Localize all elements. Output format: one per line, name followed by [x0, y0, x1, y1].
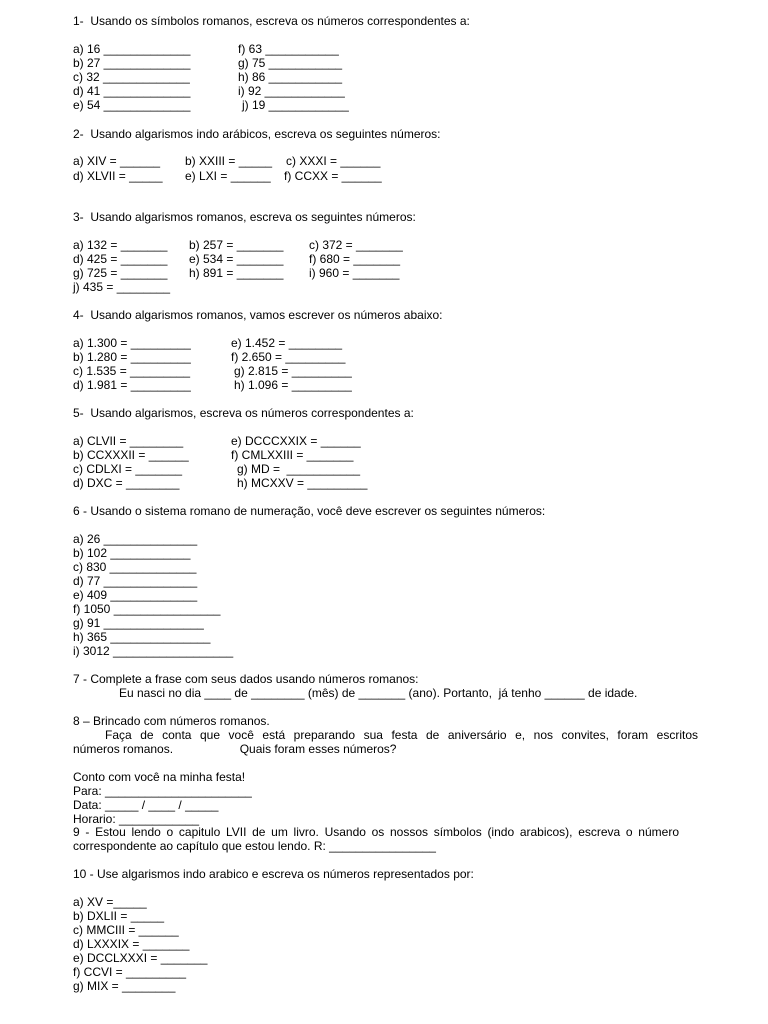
q2-item-c: c) XXXI = ______: [286, 154, 381, 168]
q2-item-b: b) XXIII = _____: [185, 154, 273, 168]
q1-item-f: f) 63 ___________: [238, 42, 339, 56]
q3-item-a: a) 132 = _______: [73, 238, 168, 252]
q2-title: 2- Usando algarismos indo arábicos, escreva os seguintes números:: [73, 127, 441, 141]
q7-sentence: Eu nasci no dia ____ de ________ (mês) de _______ (ano). Portanto, já tenho ______ de idade.: [119, 686, 638, 700]
q8-invite-line1: Conto com você na minha festa!: [73, 770, 246, 784]
q4-item-d: d) 1.981 = _________: [73, 378, 191, 392]
q6-item-d: d) 77 ______________: [73, 574, 198, 588]
q8-title: 8 – Brincado com números romanos.: [73, 714, 270, 728]
q3-item-h: h) 891 = _______: [189, 266, 284, 280]
q5-item-g: g) MD = ___________: [237, 462, 361, 476]
q5-item-a: a) CLVII = ________: [73, 434, 184, 448]
q3-item-c: c) 372 = _______: [309, 238, 403, 252]
q5-item-e: e) DCCCXXIX = ______: [231, 434, 361, 448]
q10-item-g: g) MIX = ________: [73, 979, 176, 993]
q10-item-c: c) MMCIII = ______: [73, 923, 179, 937]
q7-title: 7 - Complete a frase com seus dados usando números romanos:: [73, 672, 419, 686]
q8-invite-line3: Data: _____ / ____ / _____: [73, 798, 219, 812]
q6-item-c: c) 830 _____________: [73, 560, 197, 574]
q5-item-b: b) CCXXXII = ______: [73, 448, 189, 462]
q3-item-j: j) 435 = ________: [73, 280, 171, 294]
q6-item-h: h) 365 _______________: [73, 630, 211, 644]
q5-item-c: c) CDLXI = _______: [73, 462, 183, 476]
q4-item-e: e) 1.452 = ________: [231, 336, 343, 350]
q3-title: 3- Usando algarismos romanos, escreva os seguintes números:: [73, 210, 416, 224]
q1-item-e: e) 54 _____________: [73, 98, 191, 112]
q4-item-f: f) 2.650 = _________: [231, 350, 346, 364]
q8-invite-line4: Horario: ____________: [73, 812, 200, 826]
q2-item-d: d) XLVII = _____: [73, 169, 163, 183]
q8-invite-line2: Para: ______________________: [73, 784, 252, 798]
q4-item-g: g) 2.815 = _________: [234, 364, 352, 378]
q6-item-a: a) 26 ______________: [73, 532, 198, 546]
q3-item-e: e) 534 = _______: [189, 252, 284, 266]
q6-item-f: f) 1050 ________________: [73, 602, 221, 616]
q1-item-c: c) 32 _____________: [73, 70, 190, 84]
q2-item-e: e) LXI = ______: [185, 169, 271, 183]
q3-item-b: b) 257 = _______: [189, 238, 284, 252]
q2-item-f: f) CCXX = ______: [284, 169, 382, 183]
q6-item-b: b) 102 ____________: [73, 546, 191, 560]
q6-item-i: i) 3012 __________________: [73, 644, 234, 658]
q6-item-g: g) 91 _______________: [73, 616, 204, 630]
q4-item-h: h) 1.096 = _________: [234, 378, 352, 392]
q8-paragraph-line1: Faça de conta que você está preparando sua festa de aniversário e, nos convites, foram escritos: [105, 728, 698, 742]
q10-item-f: f) CCVI = _________: [73, 965, 187, 979]
q4-title: 4- Usando algarismos romanos, vamos escrever os números abaixo:: [73, 308, 443, 322]
q4-item-a: a) 1.300 = _________: [73, 336, 191, 350]
q1-title: 1- Usando os símbolos romanos, escreva os números correspondentes a:: [73, 14, 470, 28]
q5-item-d: d) DXC = ________: [73, 476, 180, 490]
q10-title: 10 - Use algarismos indo arabico e escreva os números representados por:: [73, 867, 474, 881]
q3-item-i: i) 960 = _______: [309, 266, 400, 280]
q10-item-a: a) XV =_____: [73, 895, 147, 909]
q4-item-c: c) 1.535 = _________: [73, 364, 191, 378]
q3-item-g: g) 725 = _______: [73, 266, 168, 280]
q1-item-d: d) 41 _____________: [73, 84, 191, 98]
q5-item-h: h) MCXXV = _________: [237, 476, 368, 490]
q4-item-b: b) 1.280 = _________: [73, 350, 191, 364]
q5-title: 5- Usando algarismos, escreva os números correspondentes a:: [73, 406, 414, 420]
q10-item-e: e) DCCLXXXI = _______: [73, 951, 208, 965]
q1-item-b: b) 27 _____________: [73, 56, 191, 70]
q1-item-h: h) 86 ___________: [238, 70, 343, 84]
q1-item-g: g) 75 ___________: [238, 56, 343, 70]
q1-item-j: j) 19 ____________: [242, 98, 349, 112]
q2-item-a: a) XIV = ______: [73, 154, 161, 168]
q1-item-i: i) 92 ____________: [238, 84, 345, 98]
q8-paragraph-line2: números romanos. Quais foram esses números?: [73, 742, 397, 756]
q3-item-f: f) 680 = _______: [309, 252, 401, 266]
q9-line2: correspondente ao capítulo que estou lendo. R: ________________: [73, 839, 436, 853]
q9-line1: 9 - Estou lendo o capitulo LVII de um livro. Usando os nossos símbolos (indo arabicos), escreva o número: [73, 825, 679, 839]
q6-title: 6 - Usando o sistema romano de numeração, você deve escrever os seguintes números:: [73, 504, 546, 518]
q5-item-f: f) CMLXXIII = _______: [231, 448, 354, 462]
q6-item-e: e) 409 _____________: [73, 588, 198, 602]
q10-item-b: b) DXLII = _____: [73, 909, 165, 923]
q10-item-d: d) LXXXIX = _______: [73, 937, 190, 951]
q1-item-a: a) 16 _____________: [73, 42, 191, 56]
q3-item-d: d) 425 = _______: [73, 252, 168, 266]
